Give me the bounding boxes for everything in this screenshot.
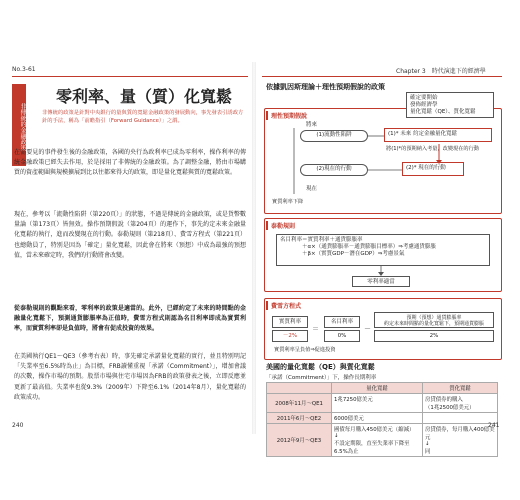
nominal-rate-value: 0% bbox=[324, 330, 360, 342]
taylor-formula-line-2: ＋α×（通貨膨脹率－通貨膨脹目標率）⇒考慮通貨膨脹 bbox=[302, 244, 436, 250]
table-header-cell bbox=[267, 383, 332, 394]
table-cell: 房貸債券的購入 （1兆2500億美元） bbox=[423, 394, 498, 413]
section-label-rational: 理性預期假說 bbox=[266, 111, 307, 120]
future-label: 將來 bbox=[306, 122, 318, 128]
nominal-rate-label: 名目利率 bbox=[324, 316, 360, 328]
table-row bbox=[267, 394, 498, 413]
table-cell: 2008年11月～QE1 bbox=[267, 394, 332, 413]
taylor-formula-line-1: 名目利率＝實質利率＋通貨膨脹率 bbox=[280, 237, 363, 243]
table-cell: 國債每月購入450億美元（縮減） ↓ 不設定期限，直至失業率下降至6.5%為止 bbox=[332, 424, 423, 457]
expected-inflation-title: 預期（預想）通貨膨脹率 bbox=[406, 315, 462, 321]
intro-summary: 非傳統的政策是針對中央銀行的量與質的寬鬆金融政策的發展動向，事先發表引誘政方針的手法，稱為「前瞻指引（Forward Guidance）」之謂。 bbox=[42, 110, 244, 124]
table-cell: 1兆7250億美元 bbox=[332, 394, 423, 413]
taylor-formula-line-3: ＋β×（實質GDP－潛在GDP）⇒考慮景氣 bbox=[302, 251, 405, 257]
expected-inflation-value: 2% bbox=[374, 330, 494, 342]
left-page bbox=[8, 62, 252, 434]
section-label-fisher: 費雪方程式 bbox=[266, 301, 301, 310]
minus-sign: － bbox=[364, 325, 371, 333]
table-cell: 2012年9月～QE3 bbox=[267, 424, 332, 457]
expectation-arrow-label: 將(1)*的預期納入考量，改變現在的行動 bbox=[386, 146, 479, 152]
time-axis-label: 實質利率下降 bbox=[272, 199, 304, 205]
real-rate-label: 實質利率 bbox=[272, 316, 308, 328]
fisher-caption: 實質利率呈負值⇒促進投資 bbox=[274, 347, 336, 353]
qe-table bbox=[266, 382, 498, 457]
body-paragraph-4: 在美國執行QE1～QE3（參考右表）時，事先確定承諾量化寬鬆的實行，並且特別明記「失業率至6.5%時為止」為目標，FRB讀懂重視「承諾（Commitment）」，增加會議的次數，操作市場的預期。股票市場與住宅市場因為FRB的政策發表之後，立即反應並更新了最高值。失業率也從9.3%（2009年）下降至6.1%（2014年8月），量化寬鬆的政策成功。 bbox=[14, 353, 246, 401]
table-subtitle: 「承諾（Commitment）」下，操作長期利率 bbox=[266, 375, 377, 381]
right-page bbox=[256, 62, 508, 455]
taylor-formula-box bbox=[276, 234, 490, 266]
expected-inflation-label bbox=[374, 312, 494, 328]
note-box: 確定要開始 發佈經濟學 量化寬鬆（QE）、質化寬鬆 bbox=[406, 92, 494, 118]
taylor-arrow bbox=[376, 266, 386, 276]
future-commitment-box: (1)* 未來 約定金融量化寬鬆 bbox=[384, 128, 492, 142]
liquidity-trap-oval: (1)流動性陷阱 bbox=[300, 130, 368, 142]
expected-inflation-sub: 約定未來時間點的量化寬鬆下，預期通貨膨脹 bbox=[383, 321, 484, 327]
table-title: 美國的量化寬鬆（QE）與質化寬鬆 bbox=[266, 363, 375, 371]
body-paragraph-2: 現在，參考以「流動性陷阱（第220頁）」的狀態，不過是傳統的金融政策，或是貨幣數量論（第173頁）皆無效。操作預期假說（第204頁）的運作下，事先約定未來金融量化寬鬆的執行，進而改變現在的行動。泰勒規則（第218頁）、費雪方程式（第221頁）也總動員了，特別是因為「確定」量化寬鬆，因此會在將來（預想）中成為最強的預想值，當未來確定時，我們的行動將會改變。 bbox=[14, 211, 246, 259]
table-cell bbox=[423, 413, 498, 424]
table-cell: 2011年6月～QE2 bbox=[267, 413, 332, 424]
current-action-oval: (2)現在的行動 bbox=[300, 164, 368, 176]
page-header-left: No.3-61 bbox=[12, 66, 36, 73]
body-paragraph-1: 在需要見的事件發生後的金融政策，各國的央行為政利率已成為零利率，操作利率的傳統金融政策已經失去作用，於是採用了非傳統的金融政策。為了調整金融，將由市場購買的資產範圍與規模擴展到比以往都來得大的政策，即是量化寬鬆與質的寬鬆政策。 bbox=[14, 149, 246, 177]
page-number-right: 241 bbox=[488, 422, 500, 429]
page-number-left: 240 bbox=[12, 422, 24, 429]
vertical-tab: 非傳統的金融政策 bbox=[12, 84, 26, 166]
current-action-box: (2)* 現在的行動 bbox=[402, 162, 464, 176]
header-rule-right bbox=[262, 76, 502, 77]
now-label: 現在 bbox=[306, 186, 318, 192]
page-header-right: Chapter 3 時代演進下的經濟學 bbox=[396, 68, 486, 75]
section1-arrows bbox=[264, 108, 500, 212]
zero-rate-result: 零利率適當 bbox=[352, 276, 410, 287]
real-rate-value: －2% bbox=[272, 330, 308, 342]
body-paragraph-3: 從泰勒規則的觀點來看，零利率的政策是適當的。此外，已經約定了未來的時間點的金融量化寬鬆下，預測通貨膨脹率為正值時，費雪方程式則認為名目利率即成為實質利率，而實質利率卻是負值時，將會有促成投資的效果。 bbox=[14, 305, 246, 333]
table-header-cell: 量化寬鬆 bbox=[332, 383, 423, 394]
section-label-taylor: 泰勒規則 bbox=[266, 221, 295, 230]
table-row bbox=[267, 424, 498, 457]
table-header-row bbox=[267, 383, 498, 394]
table-cell: 6000億美元 bbox=[332, 413, 423, 424]
header-rule-left bbox=[12, 76, 248, 77]
table-row bbox=[267, 413, 498, 424]
table-cell: 房貸債券，每月購入400億美元 ↓ 同 bbox=[423, 424, 498, 457]
table-header-cell: 質化寬鬆 bbox=[423, 383, 498, 394]
equals-sign: ＝ bbox=[312, 325, 319, 333]
diagram-title: 依據凱因斯理論＋理性預期假說的政策 bbox=[266, 83, 385, 91]
page-title: 零利率、量（質）化寬鬆 bbox=[56, 87, 233, 106]
